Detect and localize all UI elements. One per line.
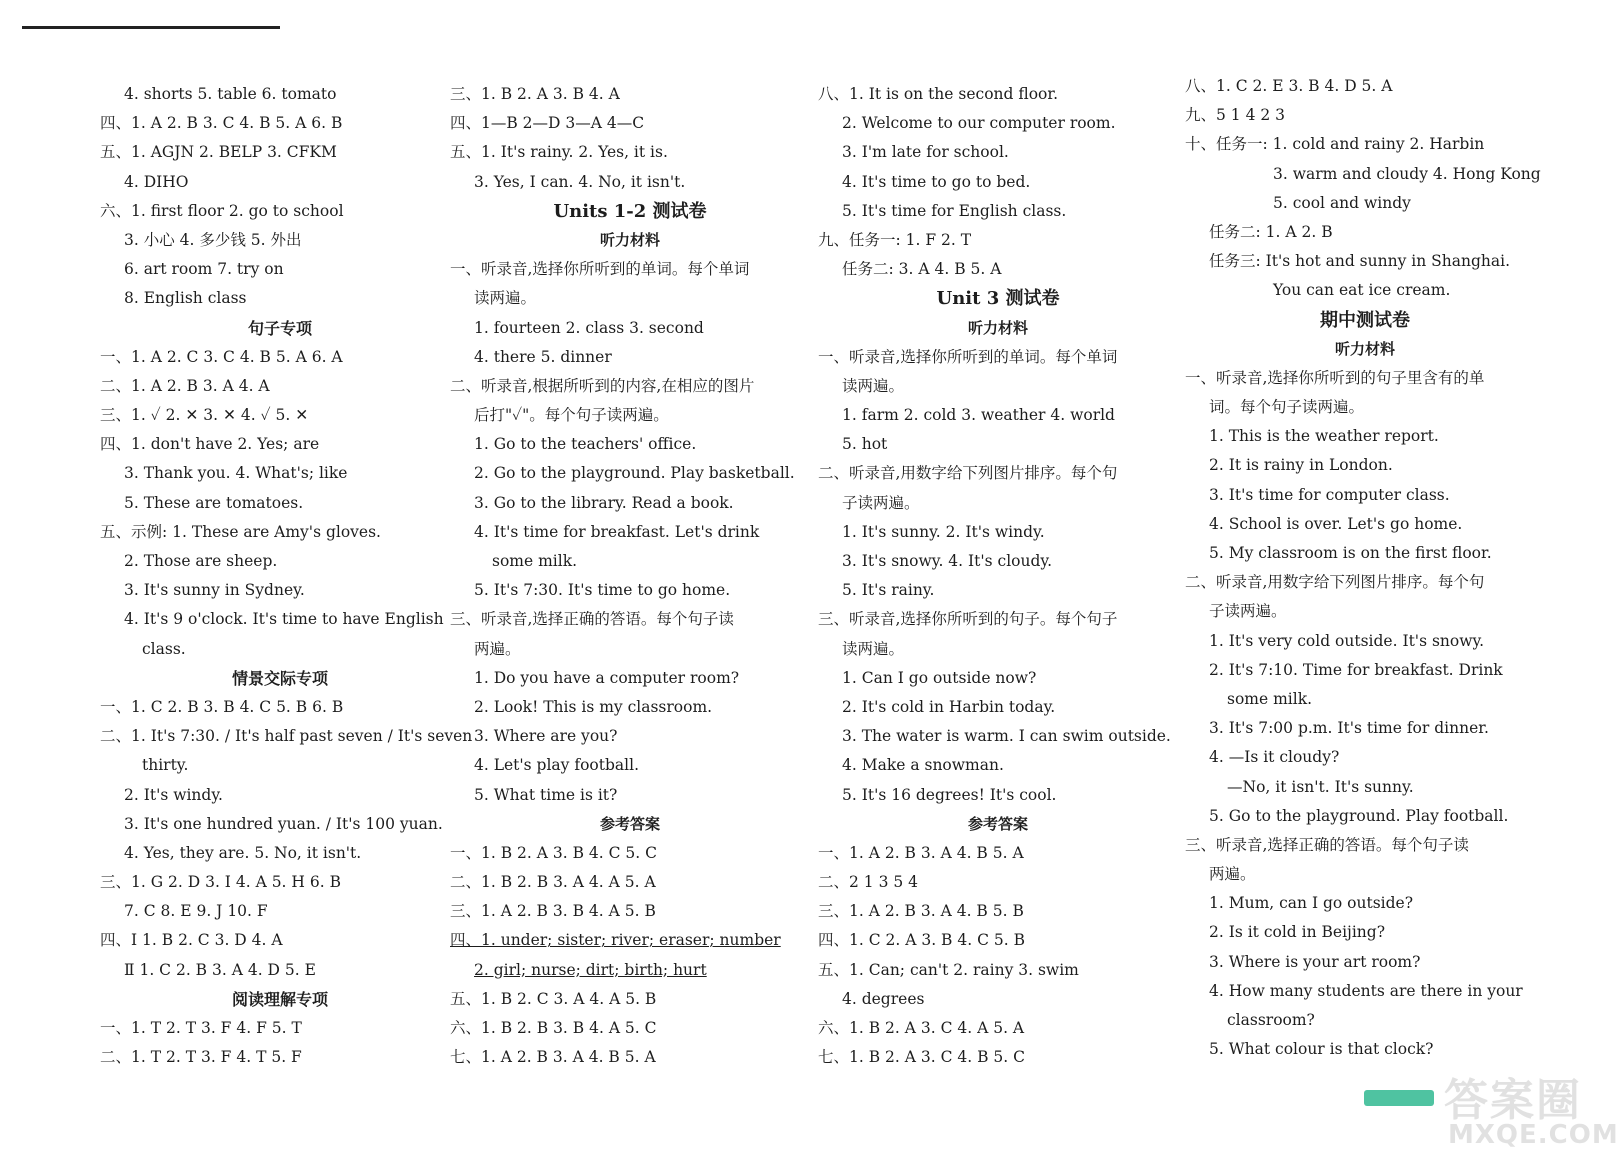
answer-line: 十、任务一: 1. cold and rainy 2. Harbin (1185, 135, 1485, 154)
answer-line: 4. How many students are there in your (1209, 981, 1523, 1000)
answer-line: 3. It's sunny in Sydney. (124, 581, 305, 600)
answer-line: 4. Yes, they are. 5. No, it isn't. (124, 843, 362, 862)
answer-line: 1. This is the weather report. (1209, 427, 1439, 446)
answer-line: 五、1. It's rainy. 2. Yes, it is. (450, 143, 668, 162)
answer-line: 1. fourteen 2. class 3. second (474, 318, 704, 337)
answer-line: 六、1. B 2. A 3. C 4. A 5. A (818, 1019, 1025, 1037)
answer-line: 六、1. B 2. B 3. B 4. A 5. C (450, 1019, 657, 1037)
answer-column-2 (450, 80, 810, 1072)
answer-line: 读两遍。 (474, 289, 537, 308)
answer-line: 5. These are tomatoes. (124, 493, 304, 512)
answer-line: 任务二: 1. A 2. B (1209, 222, 1333, 241)
answer-line: 3. The water is warm. I can swim outside. (842, 727, 1171, 746)
answer-line: 2. Is it cold in Beijing? (1209, 923, 1386, 942)
answer-line: class. (142, 639, 186, 658)
answer-line: 3. Where is your art room? (1209, 952, 1421, 971)
answer-line: 2. It's 7:10. Time for breakfast. Drink (1209, 660, 1503, 679)
answer-line: You can eat ice cream. (1273, 281, 1451, 300)
answer-line: 1. It's sunny. 2. It's windy. (842, 522, 1045, 541)
answer-line: 六、1. first floor 2. go to school (100, 201, 344, 220)
answer-line: 4. It's time to go to bed. (842, 172, 1031, 191)
answer-line: 七、1. B 2. A 3. C 4. B 5. C (818, 1048, 1025, 1067)
answer-line: 二、2 1 3 5 4 (818, 873, 919, 892)
answer-line: 7. C 8. E 9. J 10. F (124, 902, 268, 921)
section-heading: 参考答案 (599, 814, 660, 833)
answer-line: 三、1. A 2. B 3. B 4. A 5. B (450, 902, 656, 921)
answer-line: 一、听录音,选择你所听到的单词。每个单词 (450, 260, 750, 279)
answer-line: 5. cool and windy (1273, 193, 1411, 212)
answer-line: 4. degrees (842, 989, 925, 1008)
answer-line: classroom? (1227, 1011, 1315, 1029)
answer-line: 三、1. ✓ 2. ✕ 3. ✕ 4. ✓ 5. ✕ (100, 406, 309, 425)
answer-line: 4. It's 9 o'clock. It's time to have English (124, 610, 444, 629)
section-heading: 参考答案 (967, 814, 1028, 833)
answer-line: 5. It's 16 degrees! It's cool. (842, 785, 1057, 804)
section-heading: 句子专项 (247, 318, 312, 338)
answer-line: 4. —Is it cloudy? (1209, 748, 1340, 767)
answer-line: 3. 小心 4. 多少钱 5. 外出 (124, 230, 302, 249)
answer-line: 九、5 1 4 2 3 (1185, 106, 1286, 125)
answer-line: 八、1. It is on the second floor. (818, 85, 1058, 103)
answer-line: 3. Thank you. 4. What's; like (124, 464, 348, 483)
answer-line: 一、听录音,选择你所听到的单词。每个单词 (818, 347, 1118, 366)
answer-line: 八、1. C 2. E 3. B 4. D 5. A (1185, 77, 1393, 95)
answer-line: 二、1. B 2. B 3. A 4. A 5. A (450, 873, 656, 892)
watermark-logo: 答案圈 (1444, 1075, 1582, 1126)
answer-line: 二、1. A 2. B 3. A 4. A (100, 376, 270, 395)
answer-line: 三、听录音,选择正确的答语。每个句子读 (450, 610, 734, 629)
answer-line: 四、Ⅰ 1. B 2. C 3. D 4. A (100, 931, 283, 950)
answer-line: 2. Those are sheep. (124, 552, 278, 570)
watermark (1360, 1062, 1619, 1154)
answer-line: 3. Yes, I can. 4. No, it isn't. (474, 172, 686, 191)
answer-line: 4. Let's play football. (474, 756, 639, 775)
answer-line: 1. Do you have a computer room? (474, 668, 740, 687)
answer-line: 五、1. B 2. C 3. A 4. A 5. B (450, 989, 657, 1008)
answer-line: 4. It's time for breakfast. Let's drink (474, 522, 760, 541)
section-heading: 听力材料 (599, 230, 660, 249)
answer-line: 2. It's windy. (124, 785, 223, 804)
answer-line: 三、听录音,选择正确的答语。每个句子读 (1185, 835, 1469, 854)
answer-line: 2. It is rainy in London. (1209, 456, 1393, 475)
answer-line: 一、1. A 2. C 3. C 4. B 5. A 6. A (100, 347, 343, 366)
answer-line: —No, it isn't. It's sunny. (1227, 777, 1414, 796)
answer-line: 1. Go to the teachers' office. (474, 435, 697, 454)
answer-line: 1. Mum, can I go outside? (1209, 894, 1414, 913)
answer-line: 四、1—B 2—D 3—A 4—C (450, 114, 645, 133)
answer-line: 一、1. T 2. T 3. F 4. F 5. T (100, 1019, 302, 1037)
answer-line: 任务二: 3. A 4. B 5. A (842, 260, 1002, 279)
answer-line: 任务三: It's hot and sunny in Shanghai. (1209, 252, 1510, 271)
answer-line: 2. girl; nurse; dirt; birth; hurt (474, 960, 707, 979)
section-heading: 阅读理解专项 (231, 989, 328, 1009)
answer-line: 8. English class (124, 289, 247, 308)
answer-line: 5. What colour is that clock? (1209, 1040, 1434, 1059)
answer-line: 5. What time is it? (474, 785, 618, 804)
answer-column-3 (818, 80, 1178, 1072)
answer-line: 3. warm and cloudy 4. Hong Kong (1273, 164, 1541, 183)
answer-line: 5. My classroom is on the first floor. (1209, 544, 1492, 562)
answer-line: 五、示例: 1. These are Amy's gloves. (100, 522, 381, 541)
section-heading: 听力材料 (1334, 339, 1395, 358)
answer-line: 3. It's 7:00 p.m. It's time for dinner. (1209, 719, 1489, 738)
section-heading: 期中测试卷 (1320, 309, 1410, 331)
answer-line: 3. It's one hundred yuan. / It's 100 yuan. (124, 814, 443, 833)
answer-line: 一、1. B 2. A 3. B 4. C 5. C (450, 843, 657, 862)
answer-line: 4. shorts 5. table 6. tomato (124, 85, 337, 103)
answer-line: 三、1. B 2. A 3. B 4. A (450, 85, 620, 103)
answer-line: Ⅱ 1. C 2. B 3. A 4. D 5. E (124, 960, 316, 979)
answer-line: 四、1. A 2. B 3. C 4. B 5. A 6. B (100, 114, 343, 133)
answer-line: 2. Look! This is my classroom. (474, 697, 713, 716)
answer-line: 4. DIHO (124, 172, 189, 191)
watermark-site: MXQE.COM (1448, 1120, 1619, 1150)
answer-line: 3. It's snowy. 4. It's cloudy. (842, 552, 1053, 570)
answer-column-4 (1185, 72, 1545, 1064)
answer-line: 三、1. G 2. D 3. I 4. A 5. H 6. B (100, 873, 341, 892)
answer-line: 五、1. AGJN 2. BELP 3. CFKM (100, 143, 337, 162)
answer-line: 一、听录音,选择你所听到的句子里含有的单 (1185, 368, 1485, 387)
answer-line: 二、1. It's 7:30. / It's half past seven / It's seven (100, 727, 473, 746)
answer-line: 4. Make a snowman. (842, 756, 1004, 775)
answer-line: 5. It's 7:30. It's time to go home. (474, 581, 731, 600)
section-heading: Unit 3 测试卷 (936, 288, 1060, 310)
answer-line: 5. hot (842, 435, 888, 454)
answer-line: 九、任务一: 1. F 2. T (818, 230, 972, 249)
answer-line: 子读两遍。 (1209, 602, 1287, 621)
answer-line: some milk. (492, 552, 578, 570)
answer-line: 3. I'm late for school. (842, 143, 1009, 162)
answer-line: 子读两遍。 (842, 493, 920, 512)
answer-line: 5. It's rainy. (842, 581, 935, 600)
answer-line: 二、1. T 2. T 3. F 4. T 5. F (100, 1048, 302, 1067)
watermark-badge (1364, 1090, 1434, 1106)
answer-line: 5. Go to the playground. Play football. (1209, 806, 1509, 825)
answer-line: 3. It's time for computer class. (1209, 485, 1450, 504)
answer-line: 两遍。 (474, 639, 521, 658)
answer-line: 读两遍。 (842, 376, 905, 395)
answer-line: 三、听录音,选择你所听到的句子。每个句子 (818, 610, 1118, 629)
answer-line: 读两遍。 (842, 639, 905, 658)
answer-line: 四、1. C 2. A 3. B 4. C 5. B (818, 931, 1025, 950)
answer-line: some milk. (1227, 689, 1313, 708)
answer-line: 1. It's very cold outside. It's snowy. (1209, 631, 1485, 650)
answer-line: 三、1. A 2. B 3. A 4. B 5. B (818, 902, 1024, 921)
answer-line: 五、1. Can; can't 2. rainy 3. swim (818, 960, 1079, 979)
answer-line: 4. School is over. Let's go home. (1209, 514, 1463, 533)
answer-line: 2. It's cold in Harbin today. (842, 697, 1056, 716)
answer-line: 一、1. A 2. B 3. A 4. B 5. A (818, 843, 1024, 862)
answer-line: 二、听录音,用数字给下列图片排序。每个句 (1185, 573, 1485, 592)
answer-line: 后打"✓"。每个句子读两遍。 (474, 406, 669, 425)
section-heading: 情景交际专项 (231, 668, 328, 688)
answer-line: 6. art room 7. try on (124, 260, 284, 279)
answer-line: 3. Where are you? (474, 727, 618, 746)
section-heading: 听力材料 (967, 318, 1028, 337)
answer-line: 一、1. C 2. B 3. B 4. C 5. B 6. B (100, 697, 344, 716)
answer-line: 3. Go to the library. Read a book. (474, 493, 734, 512)
answer-line: 4. there 5. dinner (474, 347, 612, 366)
answer-line: 1. Can I go outside now? (842, 668, 1037, 687)
answer-line: 2. Go to the playground. Play basketball. (474, 464, 795, 483)
answer-line: 2. Welcome to our computer room. (842, 114, 1116, 133)
answer-column-1 (100, 80, 473, 1072)
answer-line: 词。每个句子读两遍。 (1209, 398, 1365, 417)
section-heading: Units 1-2 测试卷 (553, 200, 707, 222)
answer-line: 两遍。 (1209, 865, 1256, 884)
answer-line: 二、听录音,根据所听到的内容,在相应的图片 (450, 376, 755, 395)
answer-line: 二、听录音,用数字给下列图片排序。每个句 (818, 464, 1118, 483)
answer-line: 四、1. under; sister; river; eraser; number (450, 931, 781, 950)
answer-line: 四、1. don't have 2. Yes; are (100, 435, 320, 454)
answer-line: 5. It's time for English class. (842, 201, 1067, 220)
top-rule (22, 26, 280, 29)
answer-line: 七、1. A 2. B 3. A 4. B 5. A (450, 1048, 656, 1067)
answer-line: 1. farm 2. cold 3. weather 4. world (842, 406, 1115, 425)
answer-line: thirty. (142, 756, 189, 775)
